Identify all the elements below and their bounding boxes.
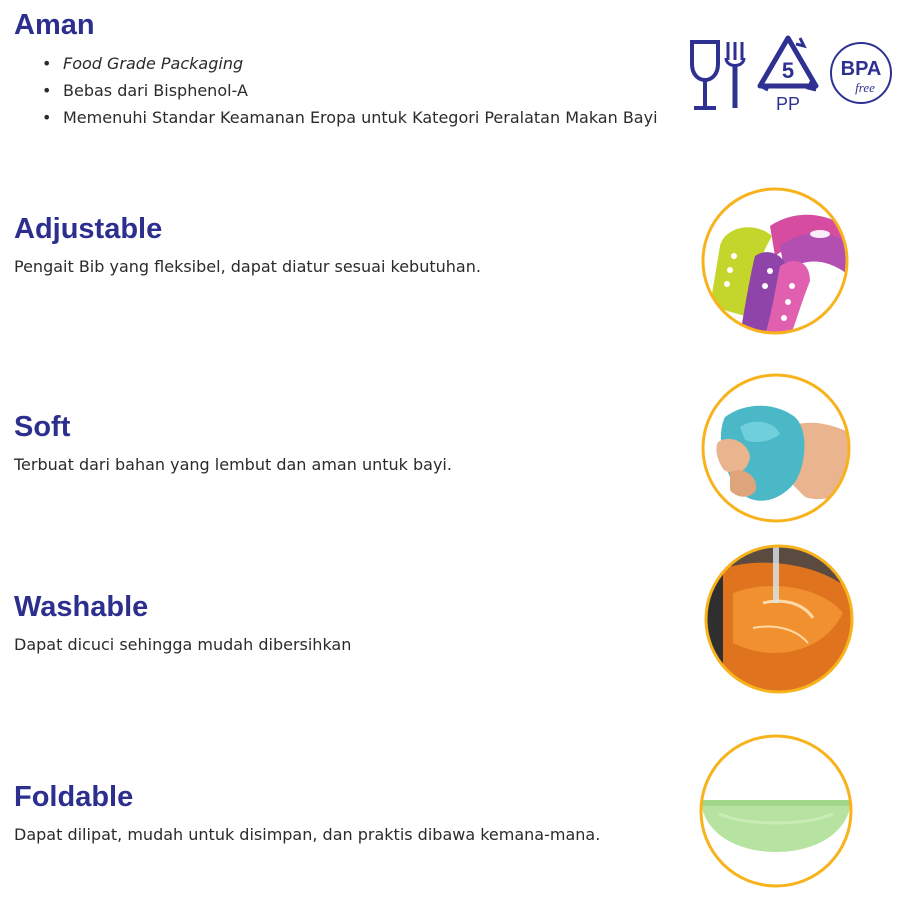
soft-image bbox=[700, 372, 852, 524]
section-description-washable: Dapat dicuci sehingga mudah dibersihkan bbox=[14, 635, 352, 654]
foldable-image bbox=[699, 734, 853, 888]
list-item: • Bebas dari Bisphenol-A bbox=[14, 77, 694, 104]
section-title-foldable: Foldable bbox=[14, 781, 134, 813]
section-aman bbox=[14, 8, 694, 131]
section-title-washable: Washable bbox=[14, 591, 149, 623]
washable-image bbox=[703, 543, 855, 695]
section-foldable bbox=[14, 780, 694, 846]
section-description-foldable: Dapat dilipat, mudah untuk disimpan, dan praktis dibawa kemana-mana. bbox=[14, 825, 601, 844]
bpa-free-text: free bbox=[855, 80, 875, 95]
section-washable bbox=[14, 590, 694, 656]
section-title-soft: Soft bbox=[14, 411, 71, 443]
bpa-free-icon bbox=[828, 40, 894, 106]
list-item: • Memenuhi Standar Keamanan Eropa untuk Kategori Peralatan Makan Bayi bbox=[14, 104, 694, 131]
section-description-soft: Terbuat dari bahan yang lembut dan aman untuk bayi. bbox=[14, 455, 452, 474]
section-description-adjustable: Pengait Bib yang fleksibel, dapat diatur sesuai kebutuhan. bbox=[14, 257, 481, 276]
section-title-adjustable: Adjustable bbox=[14, 213, 163, 245]
section-adjustable bbox=[14, 212, 694, 278]
list-item: • Food Grade Packaging bbox=[14, 50, 694, 77]
recycle-code: PP bbox=[775, 94, 801, 114]
recycle-number: 5 bbox=[781, 58, 795, 83]
section-soft bbox=[14, 410, 694, 476]
recycle-icon bbox=[756, 34, 820, 116]
aman-bullet-list bbox=[14, 50, 694, 131]
bpa-text: BPA bbox=[840, 58, 882, 80]
adjustable-image bbox=[700, 186, 850, 336]
section-title-aman: Aman bbox=[14, 9, 95, 41]
food-safe-icon bbox=[686, 38, 750, 112]
safety-icons bbox=[686, 34, 900, 114]
